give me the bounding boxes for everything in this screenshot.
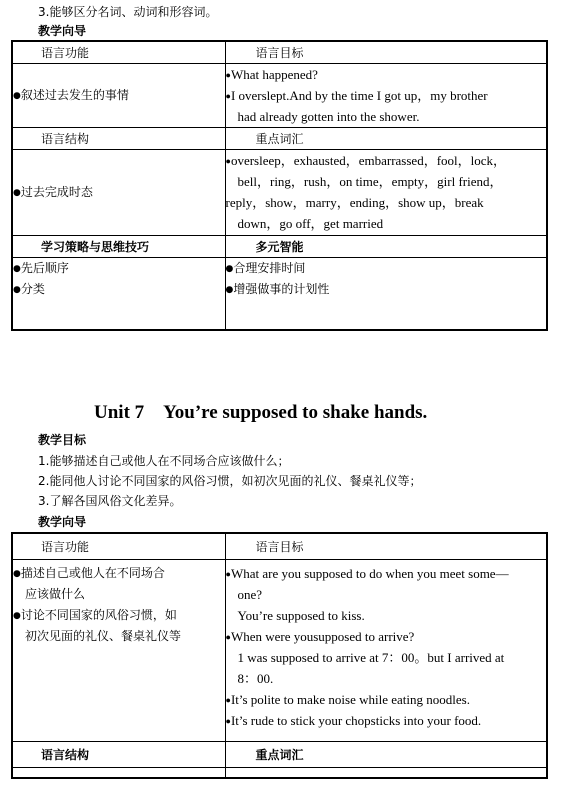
table-row	[12, 41, 547, 64]
vocab-line: reply，show，marry，ending，show up，break	[225, 195, 484, 210]
goal-line: 8：00.	[237, 671, 274, 686]
vocab-line: ● oversleep，exhausted，embarrassed，fool，lock，	[226, 150, 547, 171]
table-row	[12, 64, 547, 128]
function-item: 应该做什么	[25, 587, 86, 601]
objectives-heading: 教学目标	[38, 433, 87, 447]
header-language-structure: 语言结构	[41, 132, 90, 146]
header-language-structure: 语言结构	[41, 748, 90, 762]
objective-line: 2.能同他人讨论不同国家的风俗习惯，如初次见面的礼仪、餐桌礼仪等；	[38, 474, 422, 488]
table-row	[12, 560, 547, 742]
guide-table-2	[11, 532, 548, 779]
objective-line: 1.能够描述自己或他人在不同场合应该做什么；	[38, 454, 290, 468]
header-language-goal: 语言目标	[255, 46, 304, 60]
goal-line: 1 was supposed to arrive at 7：00。but I arrived at	[237, 650, 505, 665]
table-row	[12, 150, 547, 236]
table-row	[12, 258, 547, 330]
intelligence-item: ● 合理安排时间	[226, 258, 547, 279]
goal-line: one?	[237, 587, 263, 602]
goal-line: ● When were yousupposed to arrive?	[226, 626, 547, 647]
table-row	[12, 128, 547, 150]
function-item: 初次见面的礼仪、餐桌礼仪等	[25, 629, 182, 643]
table-row	[12, 768, 547, 778]
header-language-goal: 语言目标	[255, 540, 304, 554]
goal-line: had already gotten into the shower.	[237, 109, 420, 124]
header-learning-strategy: 学习策略与思维技巧	[41, 240, 150, 254]
function-item: ● 讨论不同国家的风俗习惯，如	[13, 605, 225, 626]
strategy-item: ● 先后顺序	[13, 258, 225, 279]
table-row	[12, 236, 547, 258]
goal-line: ● It’s rude to stick your chopsticks into your food.	[226, 710, 547, 731]
structure-item: ● 过去完成时态	[13, 182, 225, 203]
guide-heading-2: 教学向导	[38, 515, 87, 529]
table-row	[12, 533, 547, 560]
strategy-item: ● 分类	[13, 279, 225, 300]
header-language-function: 语言功能	[41, 540, 90, 554]
guide-heading: 教学向导	[38, 24, 87, 38]
goal-line: ● It’s polite to make noise while eating noodles.	[226, 689, 547, 710]
goal-line: You’re supposed to kiss.	[237, 608, 365, 623]
goal-line: ● What are you supposed to do when you meet some—	[226, 563, 547, 584]
vocab-line: bell，ring，rush，on time，empty，girl friend，	[237, 174, 503, 189]
function-item: ● 描述自己或他人在不同场合	[13, 563, 225, 584]
unit-title: Unit 7 You’re supposed to shake hands.	[94, 402, 428, 423]
function-item: ● 叙述过去发生的事情	[13, 85, 225, 106]
guide-table-1	[11, 40, 548, 331]
header-language-function: 语言功能	[41, 46, 90, 60]
objective-3-text: 3.能够区分名词、动词和形容词。	[38, 5, 218, 19]
header-key-vocabulary: 重点词汇	[255, 748, 304, 762]
goal-line: ● What happened?	[226, 64, 547, 85]
intelligence-item: ● 增强做事的计划性	[226, 279, 547, 300]
goal-line: ● I overslept.And by the time I got up，my brother	[226, 85, 547, 106]
header-key-vocabulary: 重点词汇	[255, 132, 304, 146]
vocab-line: down，go off，get married	[237, 216, 384, 231]
header-multiple-intelligence: 多元智能	[255, 240, 304, 254]
objective-line: 3.了解各国风俗文化差异。	[38, 494, 182, 508]
table-row	[12, 742, 547, 768]
